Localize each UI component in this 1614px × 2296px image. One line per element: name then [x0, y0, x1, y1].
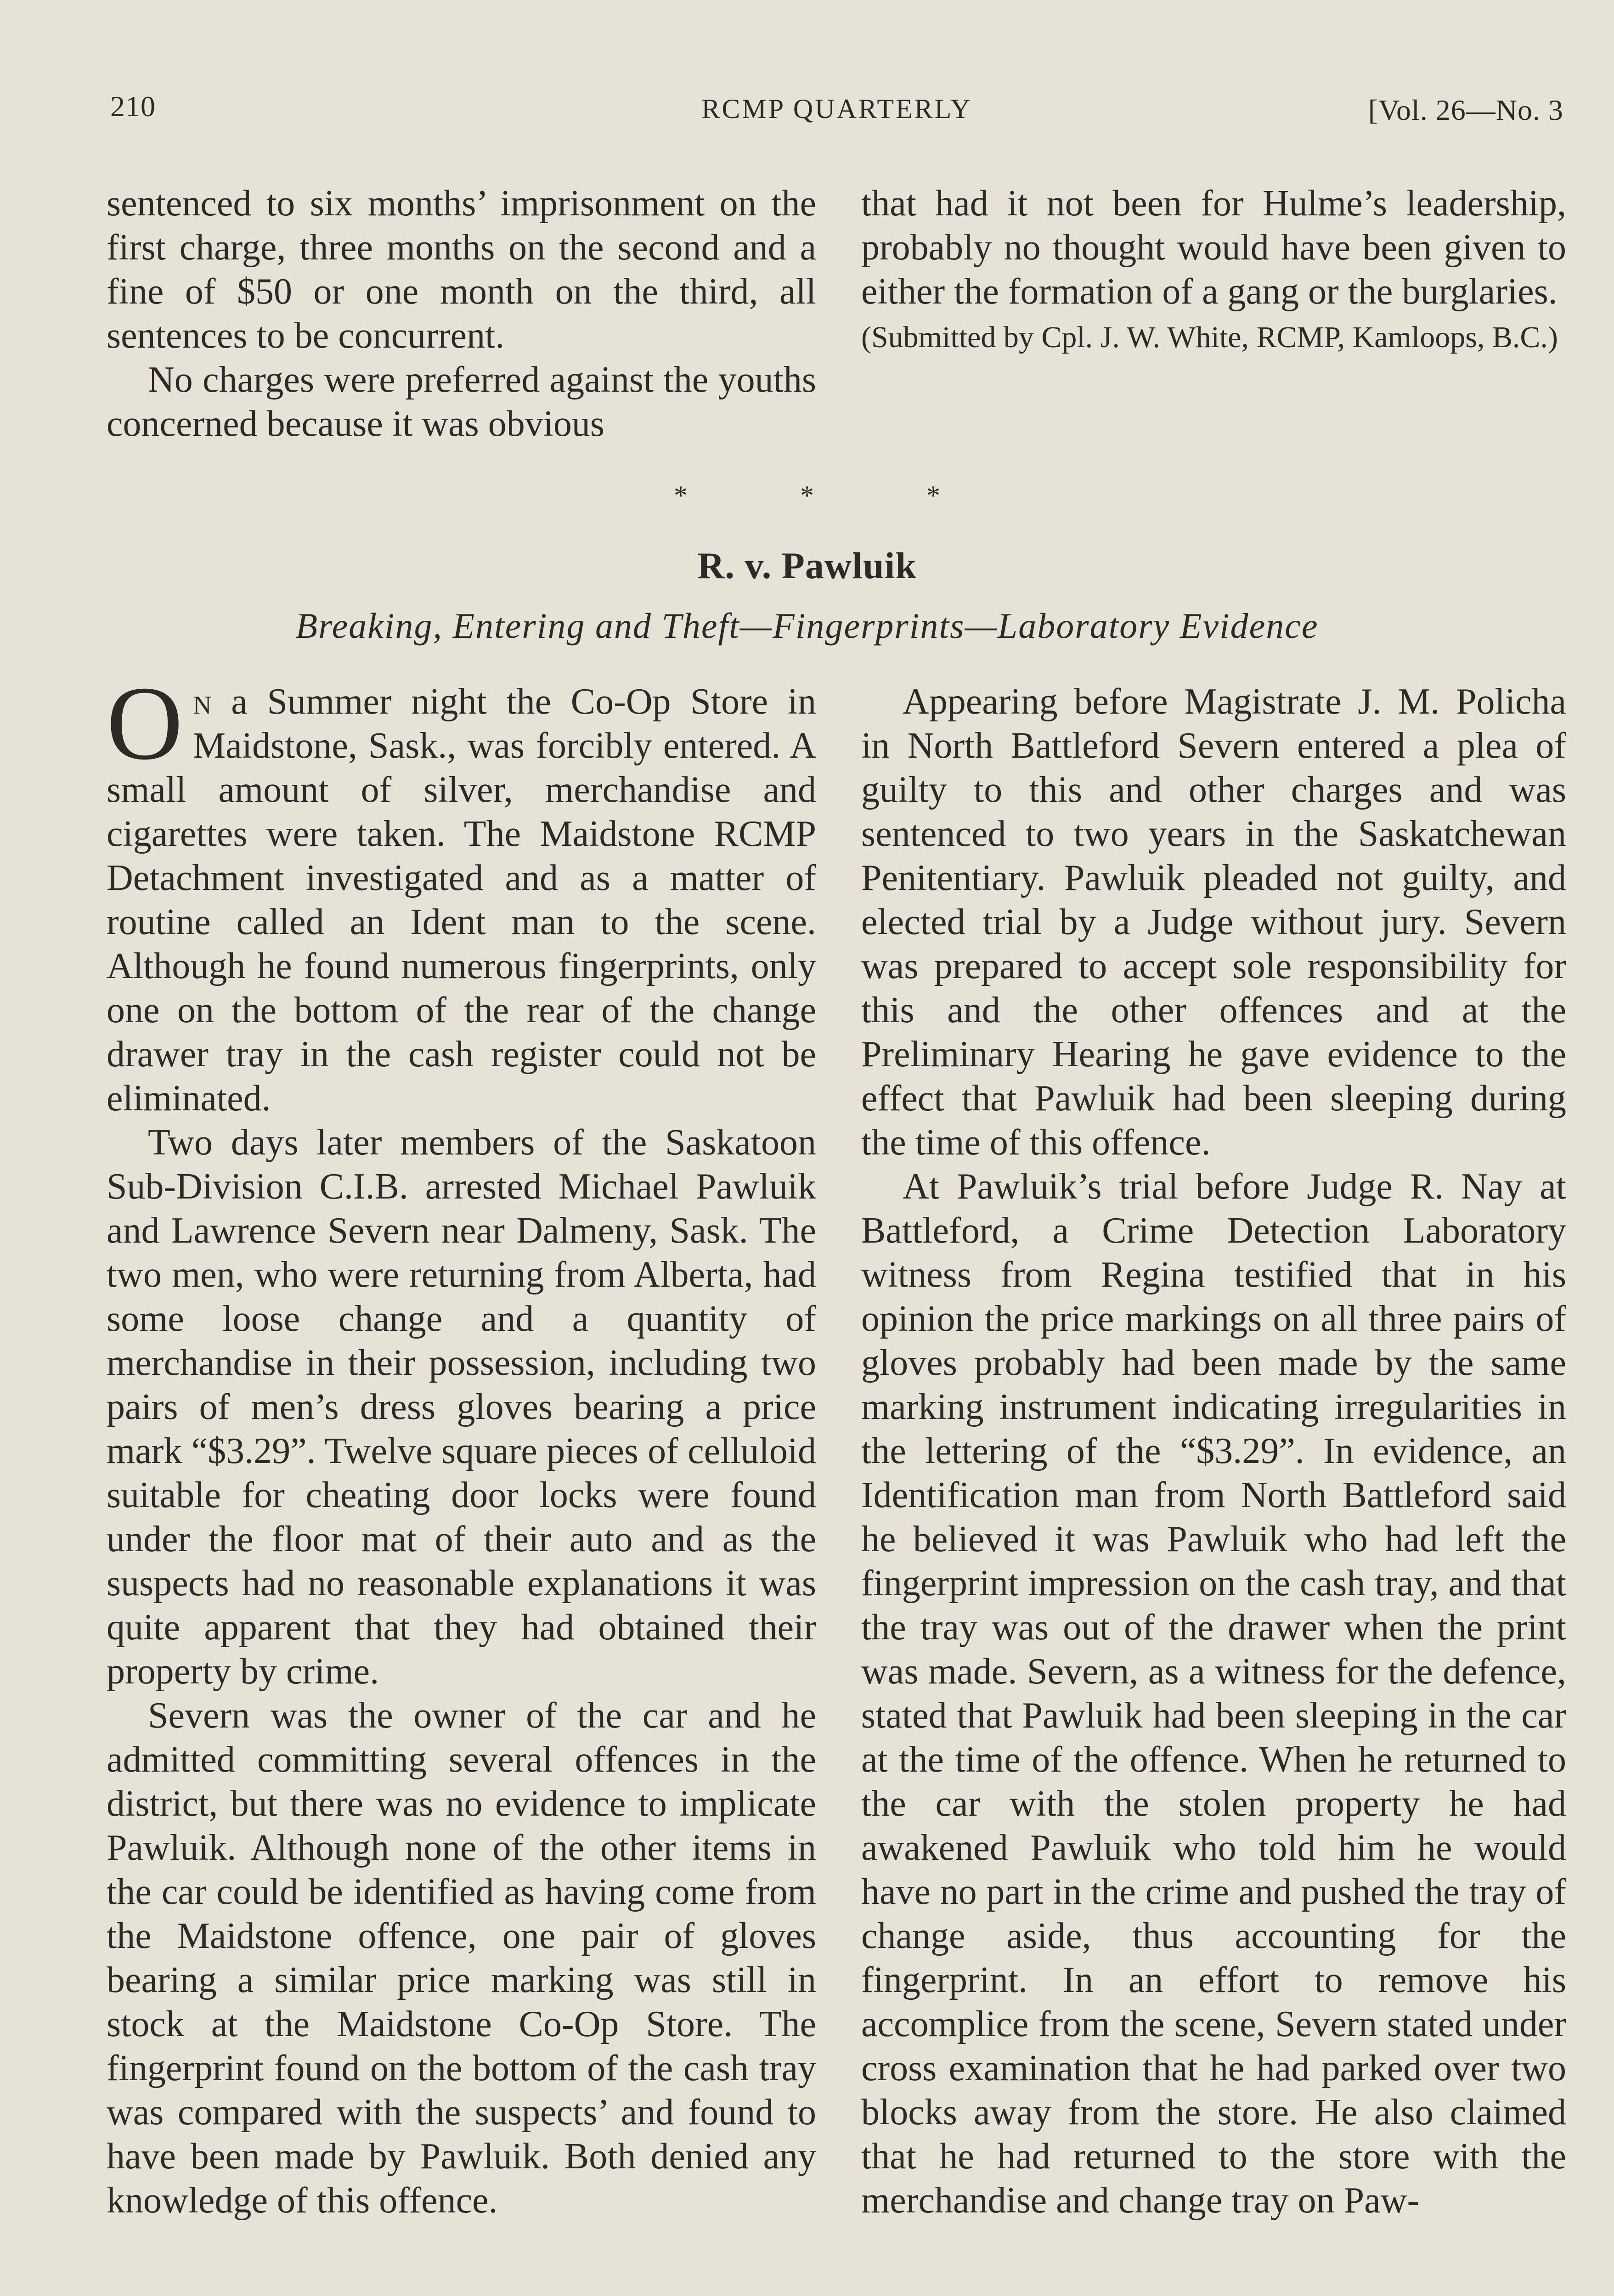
volume-issue: [Vol. 26—No. 3	[1368, 94, 1563, 126]
paragraph: No charges were preferred against the youths concerned because it was obvious	[107, 360, 816, 444]
submission-credit: (Submitted by Cpl. J. W. White, RCMP, Kamloops, B.C.)	[861, 321, 1558, 354]
top-right-column	[861, 181, 1566, 357]
paragraph: Appearing before Magistrate J. M. Policha in North Battleford Severn entered a plea of guilty to this and other charges and was sentenced to two years in the Saskatchewan Penitentiary. Pawluik pleaded not guilty, and elected trial by a Judge without jury. Severn was prepared to accept sole responsibility for this and the other offences and at the Preliminary Hearing he gave evidence to the effect that Pawluik had been sleeping during the time of this offence.	[861, 681, 1566, 1163]
paragraph: sentenced to six months’ imprisonment on the first charge, three months on the second and a fine of $50 or one month on the third, all sentences to be concurrent.	[107, 183, 816, 356]
paragraph: Two days later members of the Saskatoon Sub-Division C.I.B. arrested Michael Pawluik and Lawrence Severn near Dalmeny, Sask. The two men, who were returning from Alberta, had some loose change and a quantity of merchandise in their possession, including two pairs of men’s dress gloves bearing a price mark “$3.29”. Twelve square pieces of celluloid suitable for cheating door locks were found under the floor mat of their auto and as the suspects had no reasonable explanations it was quite apparent that they had obtained their property by crime.	[107, 1122, 816, 1692]
paragraph-text: a Summer night the Co-Op Store in Maidstone, Sask., was forcibly entered. A small amount of silver, merchandise and cigarettes were taken. The Maidstone RCMP Detachment investigated and as a matter of routine called an Ident man to the scene. Although he found numerous fingerprints, only one on the bottom of the rear of the change drawer tray in the cash register could not be eliminated.	[107, 681, 817, 1119]
article-subtitle: Breaking, Entering and Theft—Fingerprints—Laboratory Evidence	[295, 606, 1319, 646]
article-title: R. v. Pawluik	[697, 545, 917, 586]
article-right-column	[861, 680, 1566, 2223]
top-left-column	[107, 181, 816, 446]
running-header	[110, 90, 1563, 135]
section-separator: * * *	[674, 480, 940, 511]
paragraph: that had it not been for Hulme’s leadership, probably no thought would have been given to either the formation of a gang or the burglaries.	[861, 183, 1566, 312]
paragraph	[107, 664, 817, 1120]
article-left-column	[107, 664, 817, 2223]
paragraph: Severn was the owner of the car and he admitted committing several offences in the district, but there was no evidence to implicate Pawluik. Although none of the other items in the car could be identified as having come from the Maidstone offence, one pair of gloves bearing a similar price marking was still in stock at the Maidstone Co-Op Store. The fingerprint found on the bottom of the cash tray was compared with the suspects’ and found to have been made by Pawluik. Both denied any knowledge of this offence.	[107, 1695, 816, 2221]
first-word-rest: n	[193, 681, 212, 722]
drop-cap: O	[107, 664, 183, 782]
page-number: 210	[110, 90, 156, 123]
paragraph: At Pawluik’s trial before Judge R. Nay at Battleford, a Crime Detection Laboratory witness from Regina testified that in his opinion the price markings on all three pairs of gloves probably had been made by the same marking instrument indicating irregularities in the lettering of the “$3.29”. In evidence, an Identification man from North Battleford said he believed it was Pawluik who had left the fingerprint impression on the cash tray, and that the tray was out of the drawer when the print was made. Severn, as a witness for the defence, stated that Pawluik had been sleeping in the car at the time of the offence. When he returned to the car with the stolen property he had awakened Pawluik who told him he would have no part in the crime and pushed the tray of change aside, thus accounting for the fingerprint. In an effort to remove his accomplice from the scene, Severn stated under cross examination that he had parked over two blocks away from the store. He also claimed that he had returned to the store with the merchandise and change tray on Paw-	[861, 1166, 1566, 2221]
journal-title: RCMP QUARTERLY	[701, 94, 972, 124]
